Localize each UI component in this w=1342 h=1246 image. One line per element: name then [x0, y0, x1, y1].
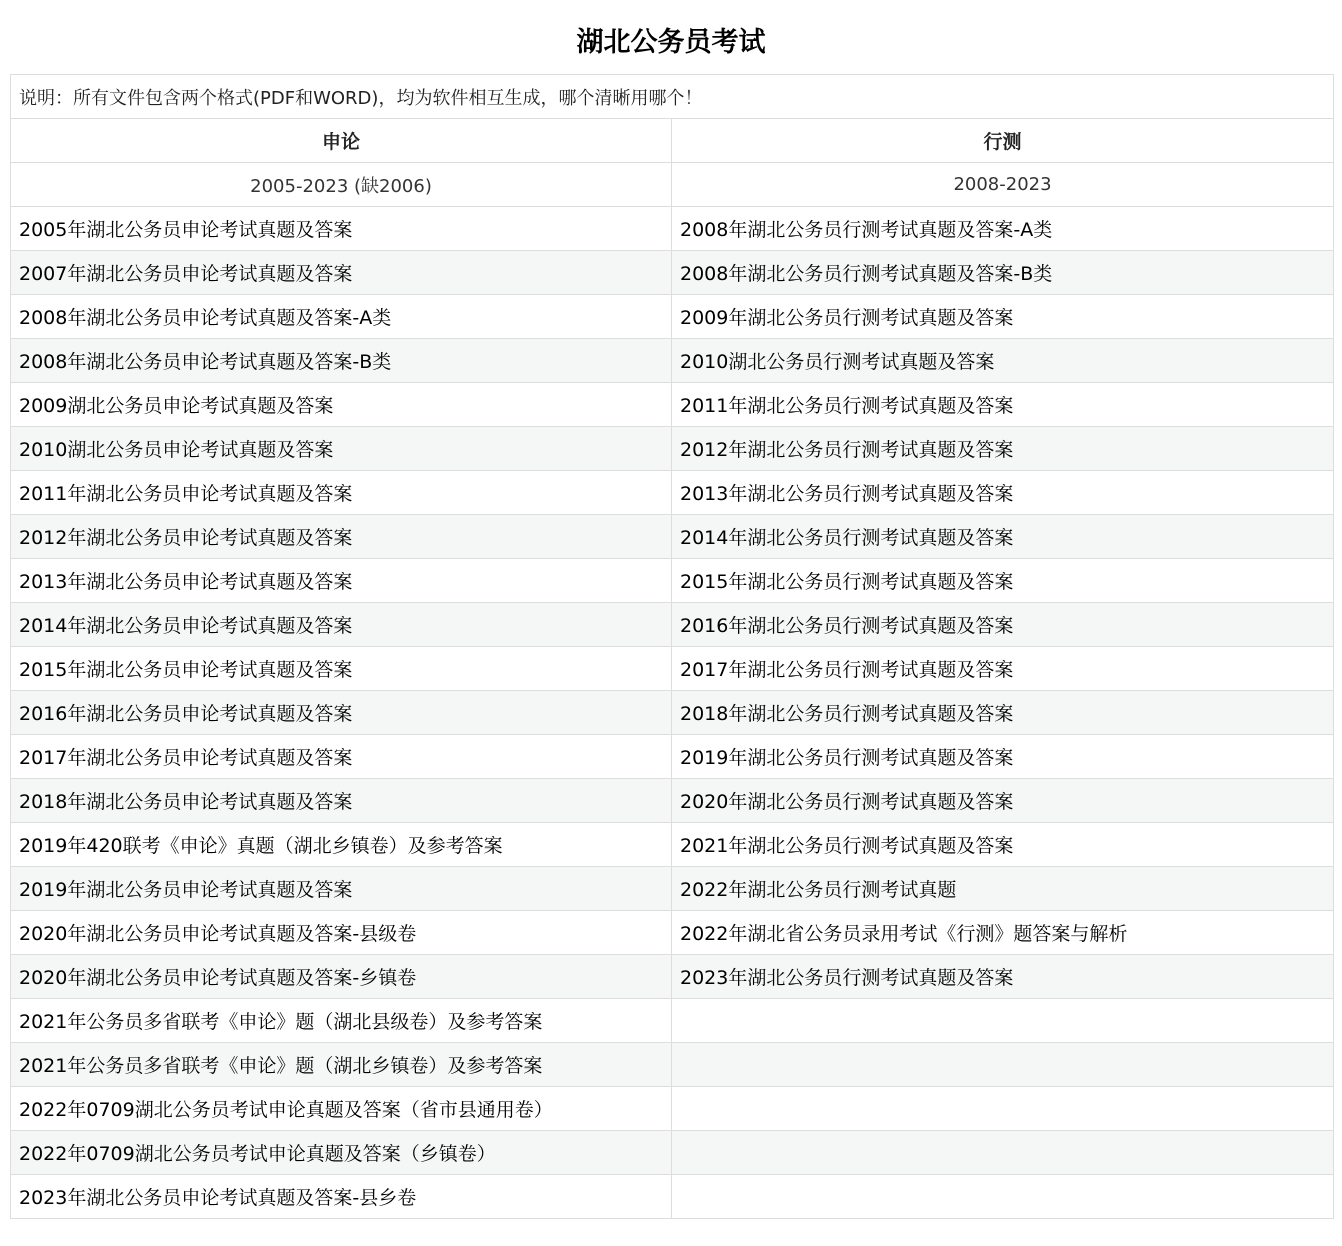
- table-row: [11, 251, 1334, 295]
- table-row: [11, 1131, 1334, 1175]
- table-row: [11, 735, 1334, 779]
- year-range-shenlun: 2005-2023 (缺2006): [11, 163, 672, 207]
- shenlun-file-link[interactable]: 2019年420联考《申论》真题（湖北乡镇卷）及参考答案: [11, 823, 672, 867]
- shenlun-file-link[interactable]: 2021年公务员多省联考《申论》题（湖北县级卷）及参考答案: [11, 999, 672, 1043]
- shenlun-file-link[interactable]: 2005年湖北公务员申论考试真题及答案: [11, 207, 672, 251]
- table-row: [11, 911, 1334, 955]
- shenlun-file-link[interactable]: 2016年湖北公务员申论考试真题及答案: [11, 691, 672, 735]
- xingce-file-link[interactable]: 2022年湖北公务员行测考试真题: [672, 867, 1334, 911]
- table-row: [11, 955, 1334, 999]
- table-row: [11, 427, 1334, 471]
- xingce-file-link[interactable]: 2019年湖北公务员行测考试真题及答案: [672, 735, 1334, 779]
- year-range-row: [11, 163, 1334, 207]
- shenlun-file-link[interactable]: 2008年湖北公务员申论考试真题及答案-B类: [11, 339, 672, 383]
- table-row: [11, 867, 1334, 911]
- table-row: [11, 999, 1334, 1043]
- table-row: [11, 691, 1334, 735]
- shenlun-file-link[interactable]: 2009湖北公务员申论考试真题及答案: [11, 383, 672, 427]
- shenlun-file-link[interactable]: 2019年湖北公务员申论考试真题及答案: [11, 867, 672, 911]
- xingce-file-link: [672, 1043, 1334, 1087]
- xingce-file-link[interactable]: 2022年湖北省公务员录用考试《行测》题答案与解析: [672, 911, 1334, 955]
- xingce-file-link[interactable]: 2013年湖北公务员行测考试真题及答案: [672, 471, 1334, 515]
- note-text: 说明：所有文件包含两个格式(PDF和WORD)，均为软件相互生成，哪个清晰用哪个！: [11, 75, 1334, 119]
- note-row: [11, 75, 1334, 119]
- shenlun-file-link[interactable]: 2014年湖北公务员申论考试真题及答案: [11, 603, 672, 647]
- table-row: [11, 207, 1334, 251]
- shenlun-file-link[interactable]: 2017年湖北公务员申论考试真题及答案: [11, 735, 672, 779]
- table-row: [11, 295, 1334, 339]
- shenlun-file-link[interactable]: 2022年0709湖北公务员考试申论真题及答案（乡镇卷）: [11, 1131, 672, 1175]
- table-row: [11, 1175, 1334, 1219]
- shenlun-file-link[interactable]: 2020年湖北公务员申论考试真题及答案-县级卷: [11, 911, 672, 955]
- xingce-file-link[interactable]: 2014年湖北公务员行测考试真题及答案: [672, 515, 1334, 559]
- shenlun-file-link[interactable]: 2007年湖北公务员申论考试真题及答案: [11, 251, 672, 295]
- table-row: [11, 603, 1334, 647]
- xingce-file-link: [672, 1175, 1334, 1219]
- table-row: [11, 559, 1334, 603]
- xingce-file-link: [672, 1087, 1334, 1131]
- xingce-file-link[interactable]: 2023年湖北公务员行测考试真题及答案: [672, 955, 1334, 999]
- shenlun-file-link[interactable]: 2022年0709湖北公务员考试申论真题及答案（省市县通用卷）: [11, 1087, 672, 1131]
- column-header-shenlun: 申论: [11, 119, 672, 163]
- shenlun-file-link[interactable]: 2020年湖北公务员申论考试真题及答案-乡镇卷: [11, 955, 672, 999]
- page-title: 湖北公务员考试: [576, 27, 766, 58]
- xingce-file-link[interactable]: 2017年湖北公务员行测考试真题及答案: [672, 647, 1334, 691]
- xingce-file-link: [672, 1131, 1334, 1175]
- table-row: [11, 647, 1334, 691]
- xingce-file-link[interactable]: 2015年湖北公务员行测考试真题及答案: [672, 559, 1334, 603]
- table-row: [11, 779, 1334, 823]
- xingce-file-link[interactable]: 2012年湖北公务员行测考试真题及答案: [672, 427, 1334, 471]
- xingce-file-link[interactable]: 2011年湖北公务员行测考试真题及答案: [672, 383, 1334, 427]
- xingce-file-link[interactable]: 2020年湖北公务员行测考试真题及答案: [672, 779, 1334, 823]
- xingce-file-link[interactable]: 2021年湖北公务员行测考试真题及答案: [672, 823, 1334, 867]
- shenlun-file-link[interactable]: 2013年湖北公务员申论考试真题及答案: [11, 559, 672, 603]
- table-row: [11, 383, 1334, 427]
- table-row: [11, 471, 1334, 515]
- exam-files-table: [10, 74, 1334, 1219]
- table-row: [11, 339, 1334, 383]
- table-row: [11, 515, 1334, 559]
- table-row: [11, 1087, 1334, 1131]
- xingce-file-link: [672, 999, 1334, 1043]
- shenlun-file-link[interactable]: 2023年湖北公务员申论考试真题及答案-县乡卷: [11, 1175, 672, 1219]
- xingce-file-link[interactable]: 2018年湖北公务员行测考试真题及答案: [672, 691, 1334, 735]
- shenlun-file-link[interactable]: 2021年公务员多省联考《申论》题（湖北乡镇卷）及参考答案: [11, 1043, 672, 1087]
- shenlun-file-link[interactable]: 2011年湖北公务员申论考试真题及答案: [11, 471, 672, 515]
- xingce-file-link[interactable]: 2008年湖北公务员行测考试真题及答案-B类: [672, 251, 1334, 295]
- shenlun-file-link[interactable]: 2015年湖北公务员申论考试真题及答案: [11, 647, 672, 691]
- column-header-xingce: 行测: [672, 119, 1334, 163]
- shenlun-file-link[interactable]: 2018年湖北公务员申论考试真题及答案: [11, 779, 672, 823]
- year-range-xingce: 2008-2023: [672, 163, 1334, 207]
- xingce-file-link[interactable]: 2016年湖北公务员行测考试真题及答案: [672, 603, 1334, 647]
- table-row: [11, 823, 1334, 867]
- shenlun-file-link[interactable]: 2012年湖北公务员申论考试真题及答案: [11, 515, 672, 559]
- table-row: [11, 1043, 1334, 1087]
- shenlun-file-link[interactable]: 2010湖北公务员申论考试真题及答案: [11, 427, 672, 471]
- shenlun-file-link[interactable]: 2008年湖北公务员申论考试真题及答案-A类: [11, 295, 672, 339]
- header-row: [11, 119, 1334, 163]
- xingce-file-link[interactable]: 2008年湖北公务员行测考试真题及答案-A类: [672, 207, 1334, 251]
- xingce-file-link[interactable]: 2009年湖北公务员行测考试真题及答案: [672, 295, 1334, 339]
- xingce-file-link[interactable]: 2010湖北公务员行测考试真题及答案: [672, 339, 1334, 383]
